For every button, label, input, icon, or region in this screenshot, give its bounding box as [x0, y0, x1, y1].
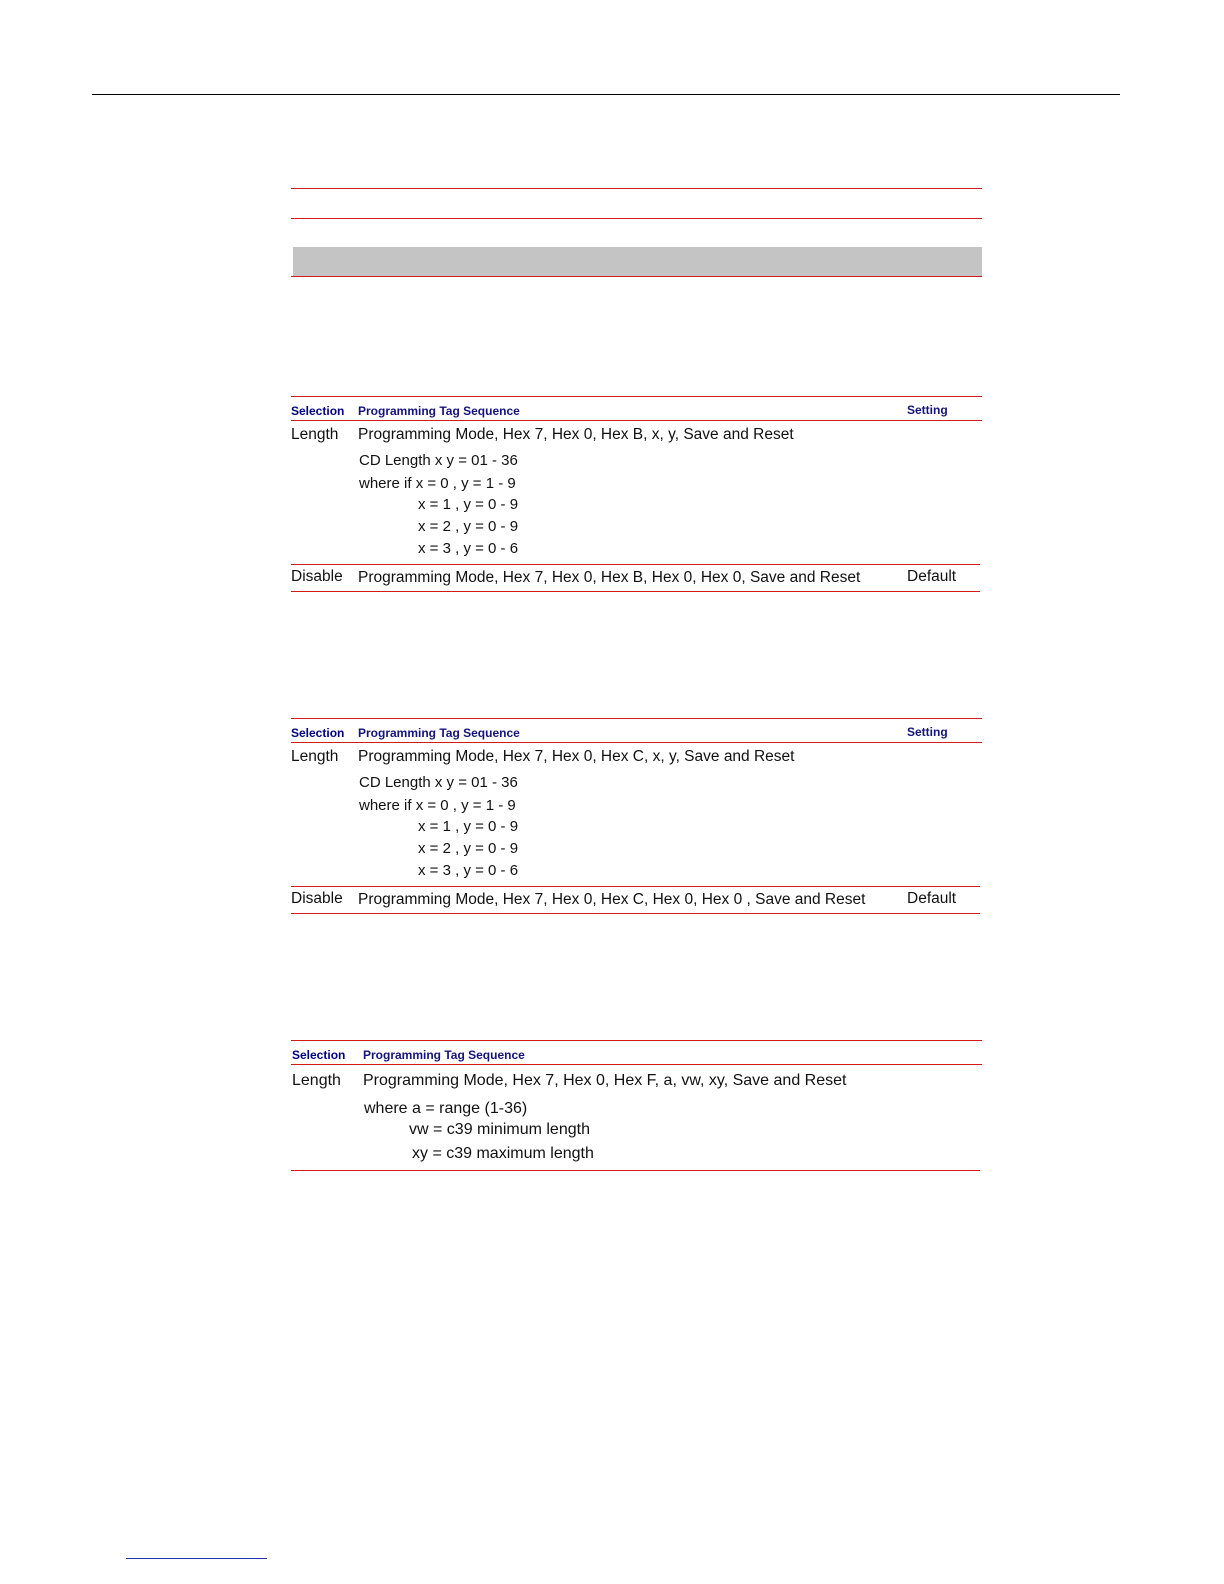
section-rule-middle — [291, 218, 982, 219]
programming-table-2 — [291, 718, 982, 914]
row-note: x = 3 , y = 0 - 6 — [418, 540, 519, 557]
row-divider — [291, 886, 980, 887]
row-note: vw = c39 minimum length — [409, 1121, 590, 1138]
row-selection: Disable — [291, 890, 343, 907]
row-note: where if x = 0 , y = 1 - 9 — [359, 475, 516, 492]
table-header-rule — [291, 1040, 982, 1041]
row-selection: Length — [291, 748, 339, 765]
table-bottom-rule — [291, 1170, 980, 1171]
row-note: x = 2 , y = 0 - 9 — [418, 840, 519, 857]
table-bottom-rule — [291, 591, 980, 592]
column-header-setting: Setting — [907, 403, 948, 417]
column-header-sequence: Programming Tag Sequence — [363, 1048, 525, 1062]
row-selection: Disable — [291, 568, 343, 585]
table-header-rule — [291, 718, 982, 719]
row-selection: Length — [292, 1072, 341, 1089]
row-sequence: Programming Mode, Hex 7, Hex 0, Hex B, x, y, Save and Reset — [358, 426, 794, 443]
programming-table-1 — [291, 396, 982, 592]
column-header-sequence: Programming Tag Sequence — [358, 404, 520, 418]
table-header-rule — [291, 1064, 982, 1065]
table-header-rule — [291, 396, 982, 397]
row-note: CD Length x y = 01 - 36 — [359, 452, 518, 469]
row-note: xy = c39 maximum length — [412, 1145, 594, 1162]
row-note: x = 3 , y = 0 - 6 — [418, 862, 519, 879]
row-sequence: Programming Mode, Hex 7, Hex 0, Hex B, Hex 0, Hex 0, Save and Reset — [358, 569, 861, 586]
row-note: x = 1 , y = 0 - 9 — [418, 818, 519, 835]
row-note: x = 1 , y = 0 - 9 — [418, 496, 519, 513]
table-header-rule — [291, 420, 982, 421]
section-rule-top — [291, 188, 982, 189]
column-header-selection: Selection — [291, 726, 345, 740]
section-rule-bottom — [291, 276, 982, 277]
column-header-selection: Selection — [291, 404, 345, 418]
row-divider — [291, 564, 980, 565]
row-selection: Length — [291, 426, 339, 443]
row-note: where a = range (1-36) — [364, 1100, 528, 1117]
column-header-setting: Setting — [907, 725, 948, 739]
row-sequence: Programming Mode, Hex 7, Hex 0, Hex F, a, vw, xy, Save and Reset — [363, 1072, 847, 1089]
column-header-selection: Selection — [292, 1048, 346, 1062]
row-sequence: Programming Mode, Hex 7, Hex 0, Hex C, Hex 0, Hex 0 , Save and Reset — [358, 891, 866, 908]
row-note: where if x = 0 , y = 1 - 9 — [359, 797, 516, 814]
row-note: x = 2 , y = 0 - 9 — [418, 518, 519, 535]
row-note: CD Length x y = 01 - 36 — [359, 774, 518, 791]
row-setting: Default — [907, 568, 957, 585]
row-sequence: Programming Mode, Hex 7, Hex 0, Hex C, x, y, Save and Reset — [358, 748, 795, 765]
programming-table-3 — [291, 1040, 982, 1172]
row-setting: Default — [907, 890, 957, 907]
section-heading-band — [293, 247, 982, 276]
column-header-sequence: Programming Tag Sequence — [358, 726, 520, 740]
table-header-rule — [291, 742, 982, 743]
footer-rule — [126, 1558, 267, 1559]
page-header-rule — [92, 94, 1120, 95]
table-bottom-rule — [291, 913, 980, 914]
